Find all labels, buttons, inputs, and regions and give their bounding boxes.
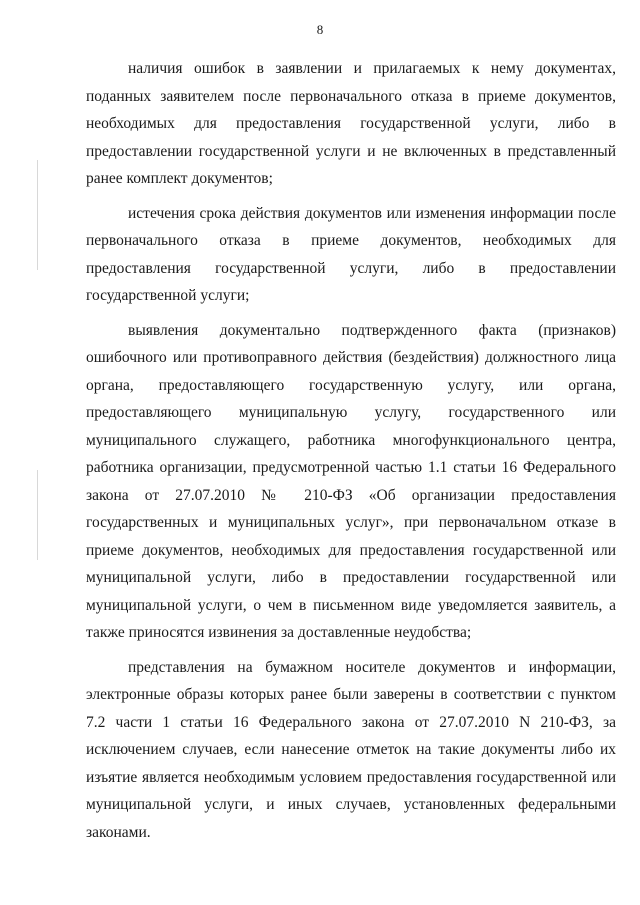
scan-margin-mark	[37, 160, 38, 270]
paragraph-paper-documents: представления на бумажном носителе документов и информации, электронные образы которых ранее были заверены в соответствии с пунктом 7.2 части 1 статьи 16 Федерального закона от 27.07.2010 N 210-ФЗ, за исключением случаев, если нанесение отметок на такие документы либо их изъятие является необходимым условием предоставления государственной или муниципальной услуги, и иных случаев, установленных федеральными законами.	[86, 658, 616, 841]
paragraph-document-expiry: истечения срока действия документов или изменения информации после первоначального отказа в приеме документов, необходимых для предоставления государственной услуги, либо в предоставлении государственной услуги;	[86, 204, 616, 304]
page-number: 8	[316, 22, 324, 37]
paragraph-errors-in-application: наличия ошибок в заявлении и прилагаемых к нему документах, поданных заявителем после первоначального отказа в приеме документов, необходимых для предоставления государственной услуги, либо в предоставлении государственной услуги и не включенных в представленный ранее комплект документов;	[86, 60, 616, 187]
scan-margin-mark	[37, 470, 38, 560]
paragraph-official-misconduct: выявления документально подтвержденного факта (признаков) ошибочного или противоправного действия (бездействия) должностного лица органа, предоставляющего государственную услугу, или органа, предоставляющего муниципальную услугу, государственного или муниципального служащего, работника многофункционального центра, работника организации, предусмотренной частью 1.1 статьи 16 Федерального закона от 27.07.2010 № 210-ФЗ «Об организации предоставления государственных и муниципальных услуг», при первоначальном отказе в приеме документов, необходимых для предоставления государственной или муниципальной услуги, либо в предоставлении государственной или муниципальной услуги, о чем в письменном виде уведомляется заявитель, а также приносятся извинения за доставленные неудобства;	[86, 321, 616, 641]
document-body	[86, 55, 616, 853]
